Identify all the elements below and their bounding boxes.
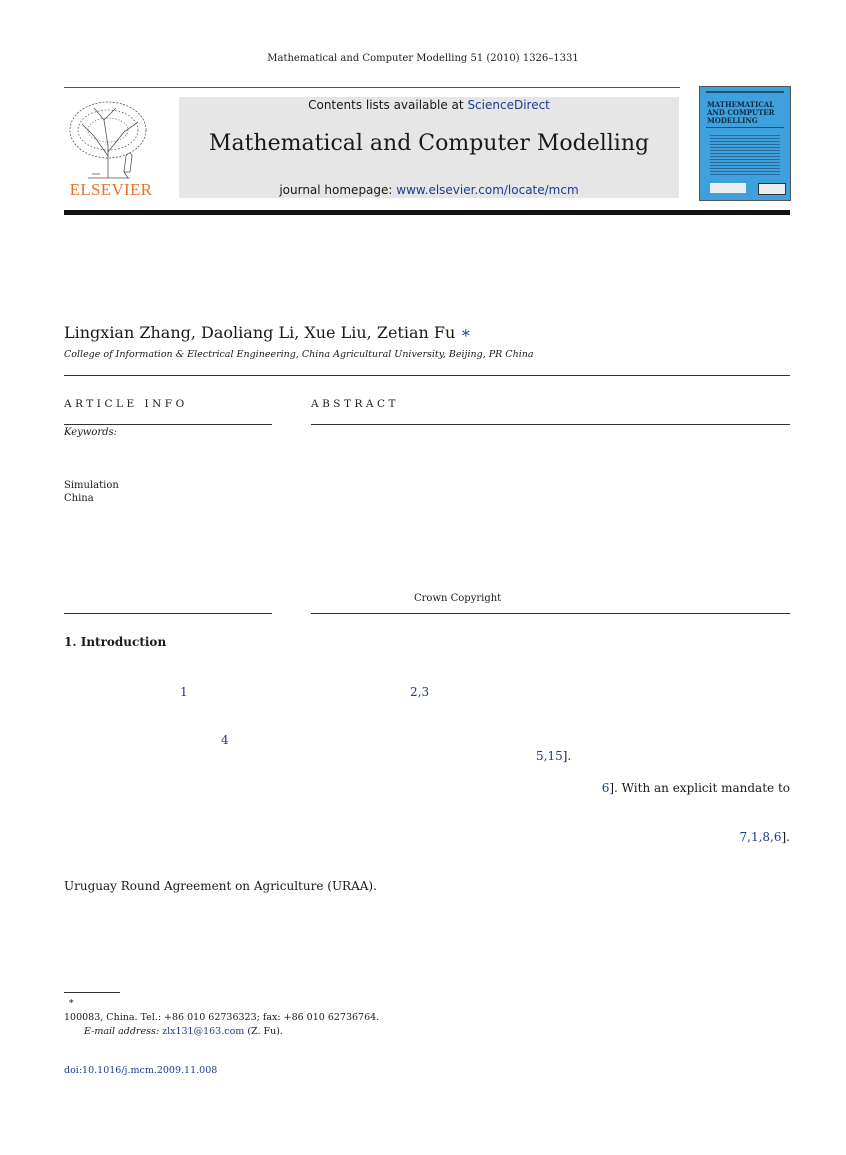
header-thick-rule (64, 210, 790, 215)
logo-wordmark: ELSEVIER (69, 180, 153, 199)
footnote-rule (64, 992, 120, 993)
homepage-line: journal homepage: www.elsevier.com/locate/mcm (279, 183, 579, 197)
cover-badge (758, 183, 786, 195)
keywords-label: Keywords: (64, 427, 118, 438)
citation-link[interactable]: 7,1,8,6 (739, 830, 782, 844)
cover-title: MATHEMATICAL AND COMPUTER MODELLING (707, 100, 775, 125)
homepage-link[interactable]: www.elsevier.com/locate/mcm (396, 183, 579, 197)
body-text-uraa: Uruguay Round Agreement on Agriculture (URAA). (64, 879, 377, 893)
elsevier-logo[interactable] (64, 96, 158, 200)
corresponding-author-mark[interactable]: ∗ (460, 323, 472, 342)
running-head: Mathematical and Computer Modelling 51 (2010) 1326–1331 (267, 53, 579, 64)
abstract-heading: ABSTRACT (311, 398, 400, 410)
contents-line: Contents lists available at ScienceDirect (308, 98, 550, 112)
article-info-rule-bottom (64, 613, 272, 614)
article-info-rule-top (64, 424, 272, 425)
abstract-rule-top (311, 424, 790, 425)
affiliation: College of Information & Electrical Engineering, China Agricultural University, Beijing, PR China (64, 349, 534, 360)
header-rule (64, 87, 680, 88)
sciencedirect-link[interactable]: ScienceDirect (467, 98, 550, 112)
citation-link[interactable]: 4 (221, 733, 229, 747)
doi-link[interactable]: doi:10.1016/j.mcm.2009.11.008 (64, 1065, 218, 1076)
footnote-email: E-mail address: zlx131@163.com (Z. Fu). (84, 1026, 283, 1037)
author-list: Lingxian Zhang, Daoliang Li, Xue Liu, Zetian Fu ∗ (64, 323, 472, 342)
citation-link[interactable]: 1 (180, 685, 188, 699)
email-link[interactable]: zlx131@163.com (162, 1026, 245, 1037)
cover-editor-list (710, 133, 780, 177)
citation-line: 5,15]. (536, 749, 572, 763)
journal-title: Mathematical and Computer Modelling (208, 131, 650, 156)
cover-rule (706, 91, 784, 93)
keyword-item: China (64, 493, 94, 504)
citation-link[interactable]: 6 (601, 781, 610, 795)
citation-line: 6]. With an explicit mandate to (601, 781, 790, 795)
abstract-rule-bottom (311, 613, 790, 614)
cover-divider (706, 127, 784, 128)
citation-link[interactable]: 5,15 (536, 749, 563, 763)
footnote-contact: 100083, China. Tel.: +86 010 62736323; fax: +86 010 62736764. (64, 1012, 380, 1023)
footnote-mark: ∗ (68, 996, 75, 1007)
citation-line: 7,1,8,6]. (739, 830, 790, 844)
citation-link[interactable]: 2,3 (410, 685, 430, 699)
article-info-heading: ARTICLE INFO (64, 398, 188, 410)
section-title: 1. Introduction (64, 635, 167, 649)
cover-publisher-box (710, 183, 746, 193)
copyright-notice: Crown Copyright (414, 593, 502, 604)
article-info-rule (64, 375, 790, 376)
keyword-item: Simulation (64, 480, 119, 491)
journal-cover[interactable] (699, 86, 791, 201)
